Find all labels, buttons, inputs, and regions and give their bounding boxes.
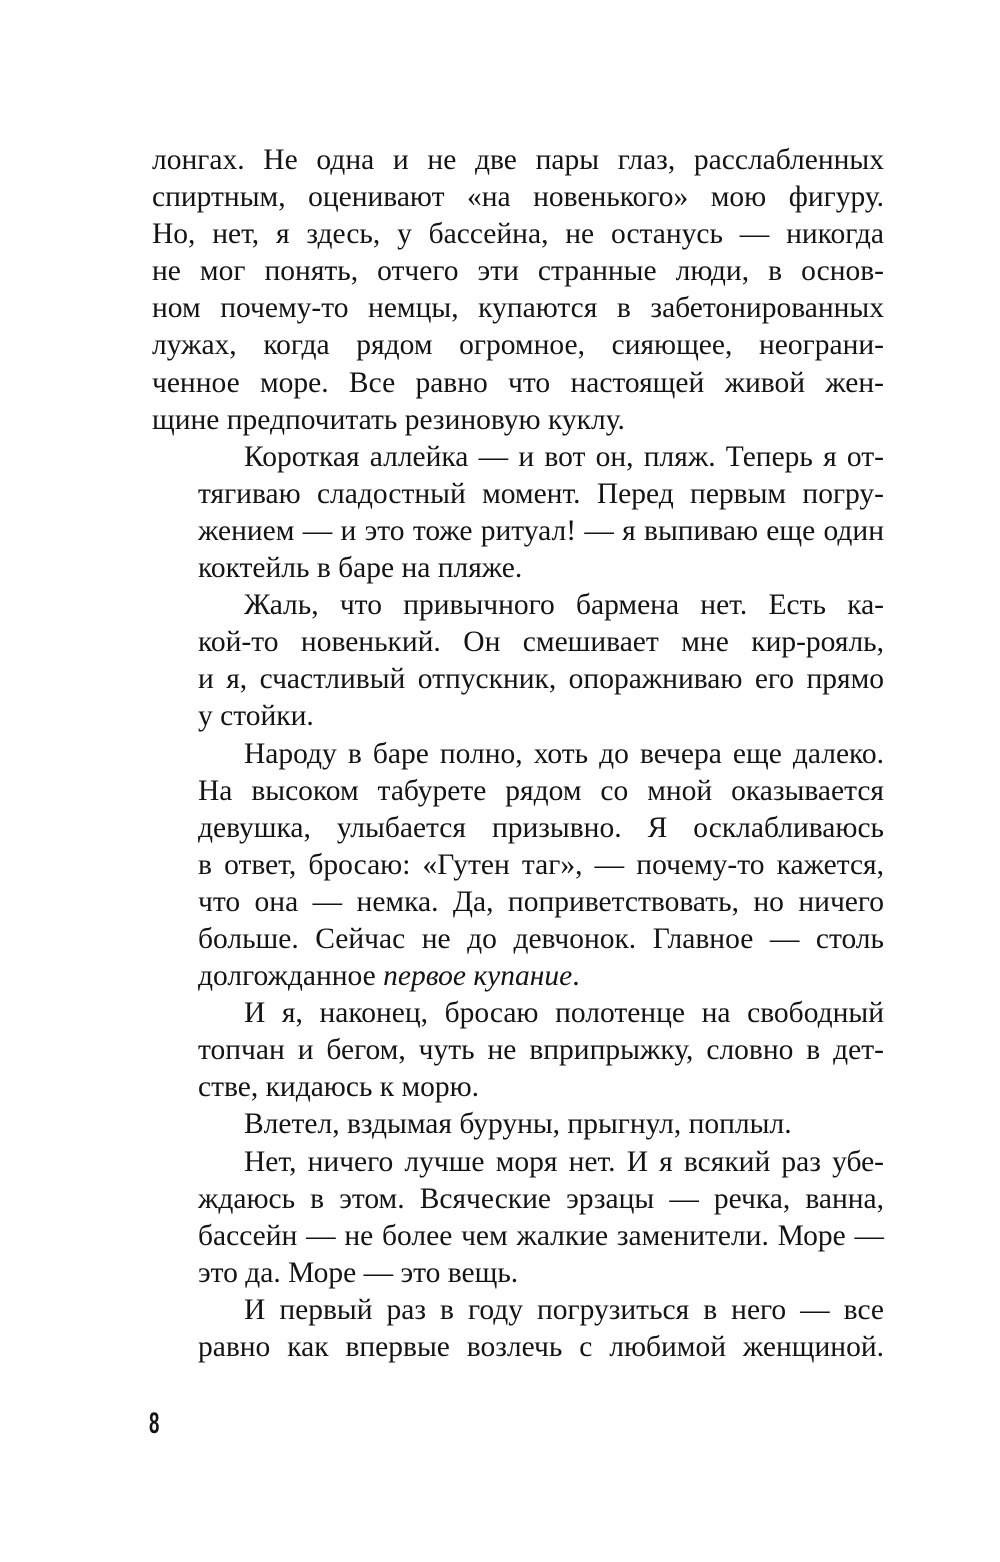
text-line: это да. Море — это вещь. bbox=[198, 1256, 519, 1289]
text-line: На высоком табурете рядом со мной оказывается bbox=[198, 774, 884, 807]
text-line: Жаль, что привычного бармена нет. Есть ка- bbox=[244, 589, 884, 622]
text-line: бассейн — не более чем жалкие заменители. Море — bbox=[198, 1219, 884, 1252]
text-line: стве, кидаюсь к морю. bbox=[198, 1071, 480, 1104]
text-line: жением — и это тоже ритуал! — я выпиваю еще один bbox=[198, 514, 884, 547]
text-line: И я, наконец, бросаю полотенце на свободный bbox=[244, 997, 884, 1030]
text-line-end: . bbox=[572, 960, 580, 993]
text-line: Короткая аллейка — и вот он, пляж. Теперь я от- bbox=[244, 440, 884, 473]
paragraph-3 bbox=[152, 587, 884, 735]
text-line-start: долгожданное bbox=[198, 960, 384, 993]
paragraph-4 bbox=[152, 736, 884, 996]
text-line: щине предпочитать резиновую куклу. bbox=[152, 403, 625, 436]
text-line: Народу в баре полно, хоть до вечера еще далеко. bbox=[244, 737, 884, 770]
text-line: Влетел, вздымая буруны, прыгнул, поплыл. bbox=[244, 1108, 792, 1141]
text-line: ждаюсь в этом. Всяческие эрзацы — речка, ванна, bbox=[198, 1182, 884, 1215]
text-line: в ответ, бросаю: «Гутен таг», — почему-то кажется, bbox=[198, 848, 884, 881]
text-line: И первый раз в году погрузиться в него — все bbox=[244, 1293, 884, 1326]
text-line: кой-то новенький. Он смешивает мне кир-рояль, bbox=[198, 626, 884, 659]
text-line: что она — немка. Да, поприветствовать, но ничего bbox=[198, 885, 884, 918]
paragraph-6 bbox=[152, 1106, 884, 1143]
text-line: равно как впервые возлечь с любимой женщиной. bbox=[198, 1331, 884, 1363]
text-line: Нет, ничего лучше моря нет. И я всякий раз убе- bbox=[244, 1145, 884, 1178]
page-number: 8 bbox=[149, 1407, 160, 1440]
paragraph-1 bbox=[152, 142, 884, 439]
text-line: лужах, когда рядом огромное, сияющее, неограни- bbox=[152, 329, 884, 362]
text-line: тягиваю сладостный момент. Перед первым погру- bbox=[198, 477, 884, 510]
text-line: Но, нет, я здесь, у бассейна, не останусь — никогда bbox=[152, 218, 884, 251]
text-line: топчан и бегом, чуть не вприпрыжку, словно в дет- bbox=[198, 1034, 884, 1067]
text-line: коктейль в баре на пляже. bbox=[198, 552, 523, 585]
paragraph-5 bbox=[152, 995, 884, 1106]
text-line: лонгах. Не одна и не две пары глаз, расслабленных bbox=[152, 144, 884, 176]
text-line: ченное море. Все равно что настоящей живой жен- bbox=[152, 366, 884, 399]
body-text bbox=[152, 142, 884, 1366]
text-line: и я, счастливый отпускник, опоражниваю его прямо bbox=[198, 663, 884, 696]
paragraph-8 bbox=[152, 1292, 884, 1366]
paragraph-7 bbox=[152, 1144, 884, 1292]
paragraph-2 bbox=[152, 439, 884, 587]
italic-phrase: первое купание bbox=[383, 960, 573, 993]
text-line bbox=[152, 958, 884, 995]
text-line: больше. Сейчас не до девчонок. Главное — столь bbox=[198, 922, 884, 955]
text-line: спиртным, оценивают «на новенького» мою фигуру. bbox=[152, 181, 884, 214]
text-line: девушка, улыбается призывно. Я осклабливаюсь bbox=[198, 811, 884, 844]
text-line: ном почему-то немцы, купаются в забетонированных bbox=[152, 292, 884, 325]
text-line: не мог понять, отчего эти странные люди, в основ- bbox=[152, 255, 884, 288]
text-line: у стойки. bbox=[198, 700, 314, 733]
